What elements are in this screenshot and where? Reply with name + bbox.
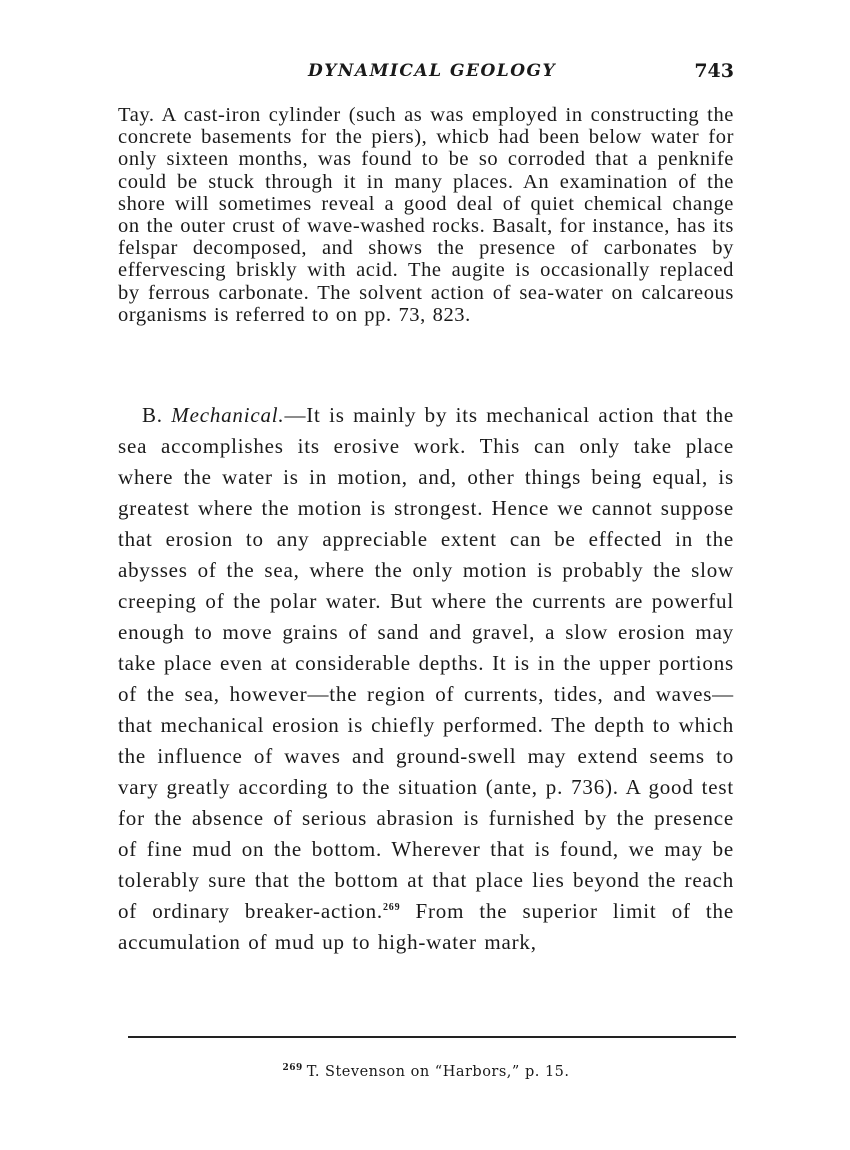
- paragraph-mechanical: [118, 400, 734, 958]
- section-heading: Mechanical.: [171, 403, 285, 427]
- footnote-divider: [128, 1036, 736, 1038]
- section-label: B.: [142, 403, 163, 427]
- footnote: [118, 1064, 734, 1080]
- footnote-number: 269: [282, 1063, 303, 1074]
- book-page: [118, 0, 734, 1150]
- running-head: [118, 58, 734, 88]
- footnote-text: T. Stevenson on “Harbors,” p. 15.: [306, 1064, 570, 1080]
- page-number: 743: [694, 60, 734, 82]
- paragraph-text-end: From the superior limit of the accumulation of mud up to high-water mark,: [118, 899, 734, 954]
- running-title: DYNAMICAL GEOLOGY: [308, 61, 557, 81]
- paragraph-chemical-continued: Tay. A cast-iron cylinder (such as was employed in constructing the concrete basements for the piers), whicb had been below water for only sixteen months, was found to be so corroded that a penknife could be stuck through it in many places. An examination of the shore will sometimes reveal a good deal of quiet chemical change on the outer crust of wave-washed rocks. Basalt, for instance, has its felspar decomposed, and shows the presence of carbonates by effervescing briskly with acid. The augite is occasionally replaced by ferrous carbonate. The solvent action of sea-water on calcareous organisms is referred to on pp. 73, 823.: [118, 104, 734, 326]
- paragraph-text: —It is mainly by its mechanical action that the sea accomplishes its erosive work. This can only take place where the water is in motion, and, other things being equal, is greatest where the motion is strongest. Hence we cannot suppose that erosion to any appreciable extent can be effected in the abysses of the sea, where the only motion is probably the slow creeping of the polar water. But where the currents are powerful enough to move grains of sand and gravel, a slow erosion may take place even at considerable depths. It is in the upper portions of the sea, however—the region of currents, tides, and waves—that mechanical erosion is chiefly performed. The depth to which the influence of waves and ground-swell may extend seems to vary greatly according to the situation (ante, p. 736). A good test for the absence of serious abrasion is furnished by the presence of fine mud on the bottom. Wherever that is found, we may be tolerably sure that the bottom at that place lies beyond the reach of ordinary breaker-action.: [118, 403, 734, 923]
- footnote-reference[interactable]: 269: [382, 902, 401, 913]
